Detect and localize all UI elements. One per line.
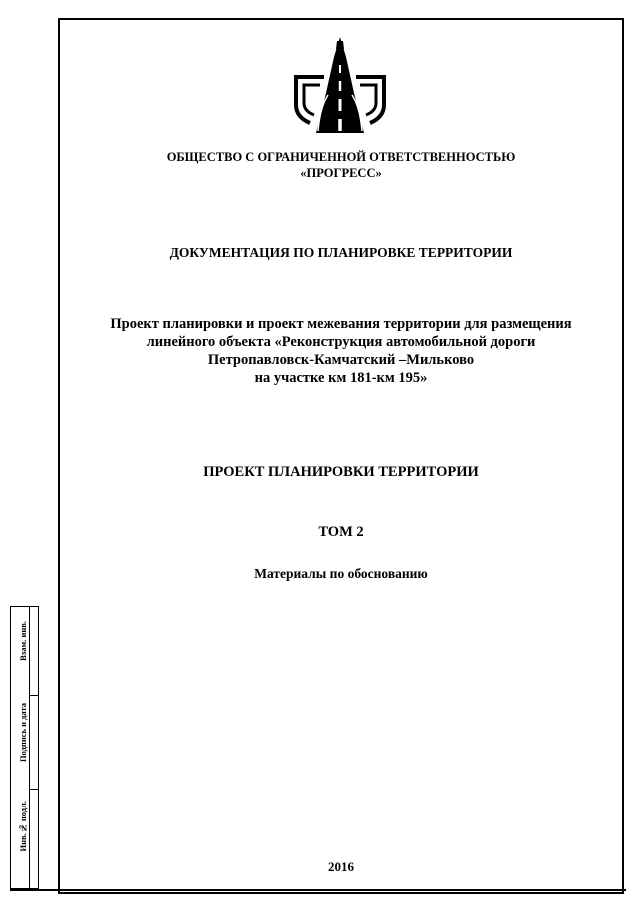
volume-number: ТОМ 2	[318, 524, 364, 540]
stamp-inner-line	[29, 607, 30, 888]
stamp-divider	[30, 789, 38, 790]
project-line-1: Проект планировки и проект межевания территории для размещения	[110, 316, 572, 332]
project-description	[58, 315, 624, 387]
road-logo-icon	[290, 35, 390, 135]
section-title: ПРОЕКТ ПЛАНИРОВКИ ТЕРРИТОРИИ	[203, 464, 479, 480]
organization-name	[58, 149, 624, 181]
stamp-field-original-inv: Инв.№ подл.	[18, 801, 28, 852]
approval-stamp	[10, 606, 39, 889]
stamp-field-signature-date: Подпись и дата	[18, 703, 28, 762]
project-line-2: линейного объекта «Реконструкция автомобильной дороги	[146, 334, 536, 350]
organization-line-2: «ПРОГРЕСС»	[300, 166, 382, 180]
stamp-field-replacement-inv: Взам. инв.	[18, 621, 28, 661]
project-line-4: на участке км 181-км 195»	[254, 370, 428, 386]
year: 2016	[328, 859, 354, 874]
organization-line-1: ОБЩЕСТВО С ОГРАНИЧЕННОЙ ОТВЕТСТВЕННОСТЬЮ	[166, 150, 516, 164]
document-title: ДОКУМЕНТАЦИЯ ПО ПЛАНИРОВКЕ ТЕРРИТОРИИ	[169, 245, 513, 260]
bottom-rule	[10, 889, 626, 891]
project-line-3: Петропавловск-Камчатский –Мильково	[207, 352, 475, 368]
volume-subtitle: Материалы по обоснованию	[254, 566, 428, 581]
stamp-divider	[30, 695, 38, 696]
